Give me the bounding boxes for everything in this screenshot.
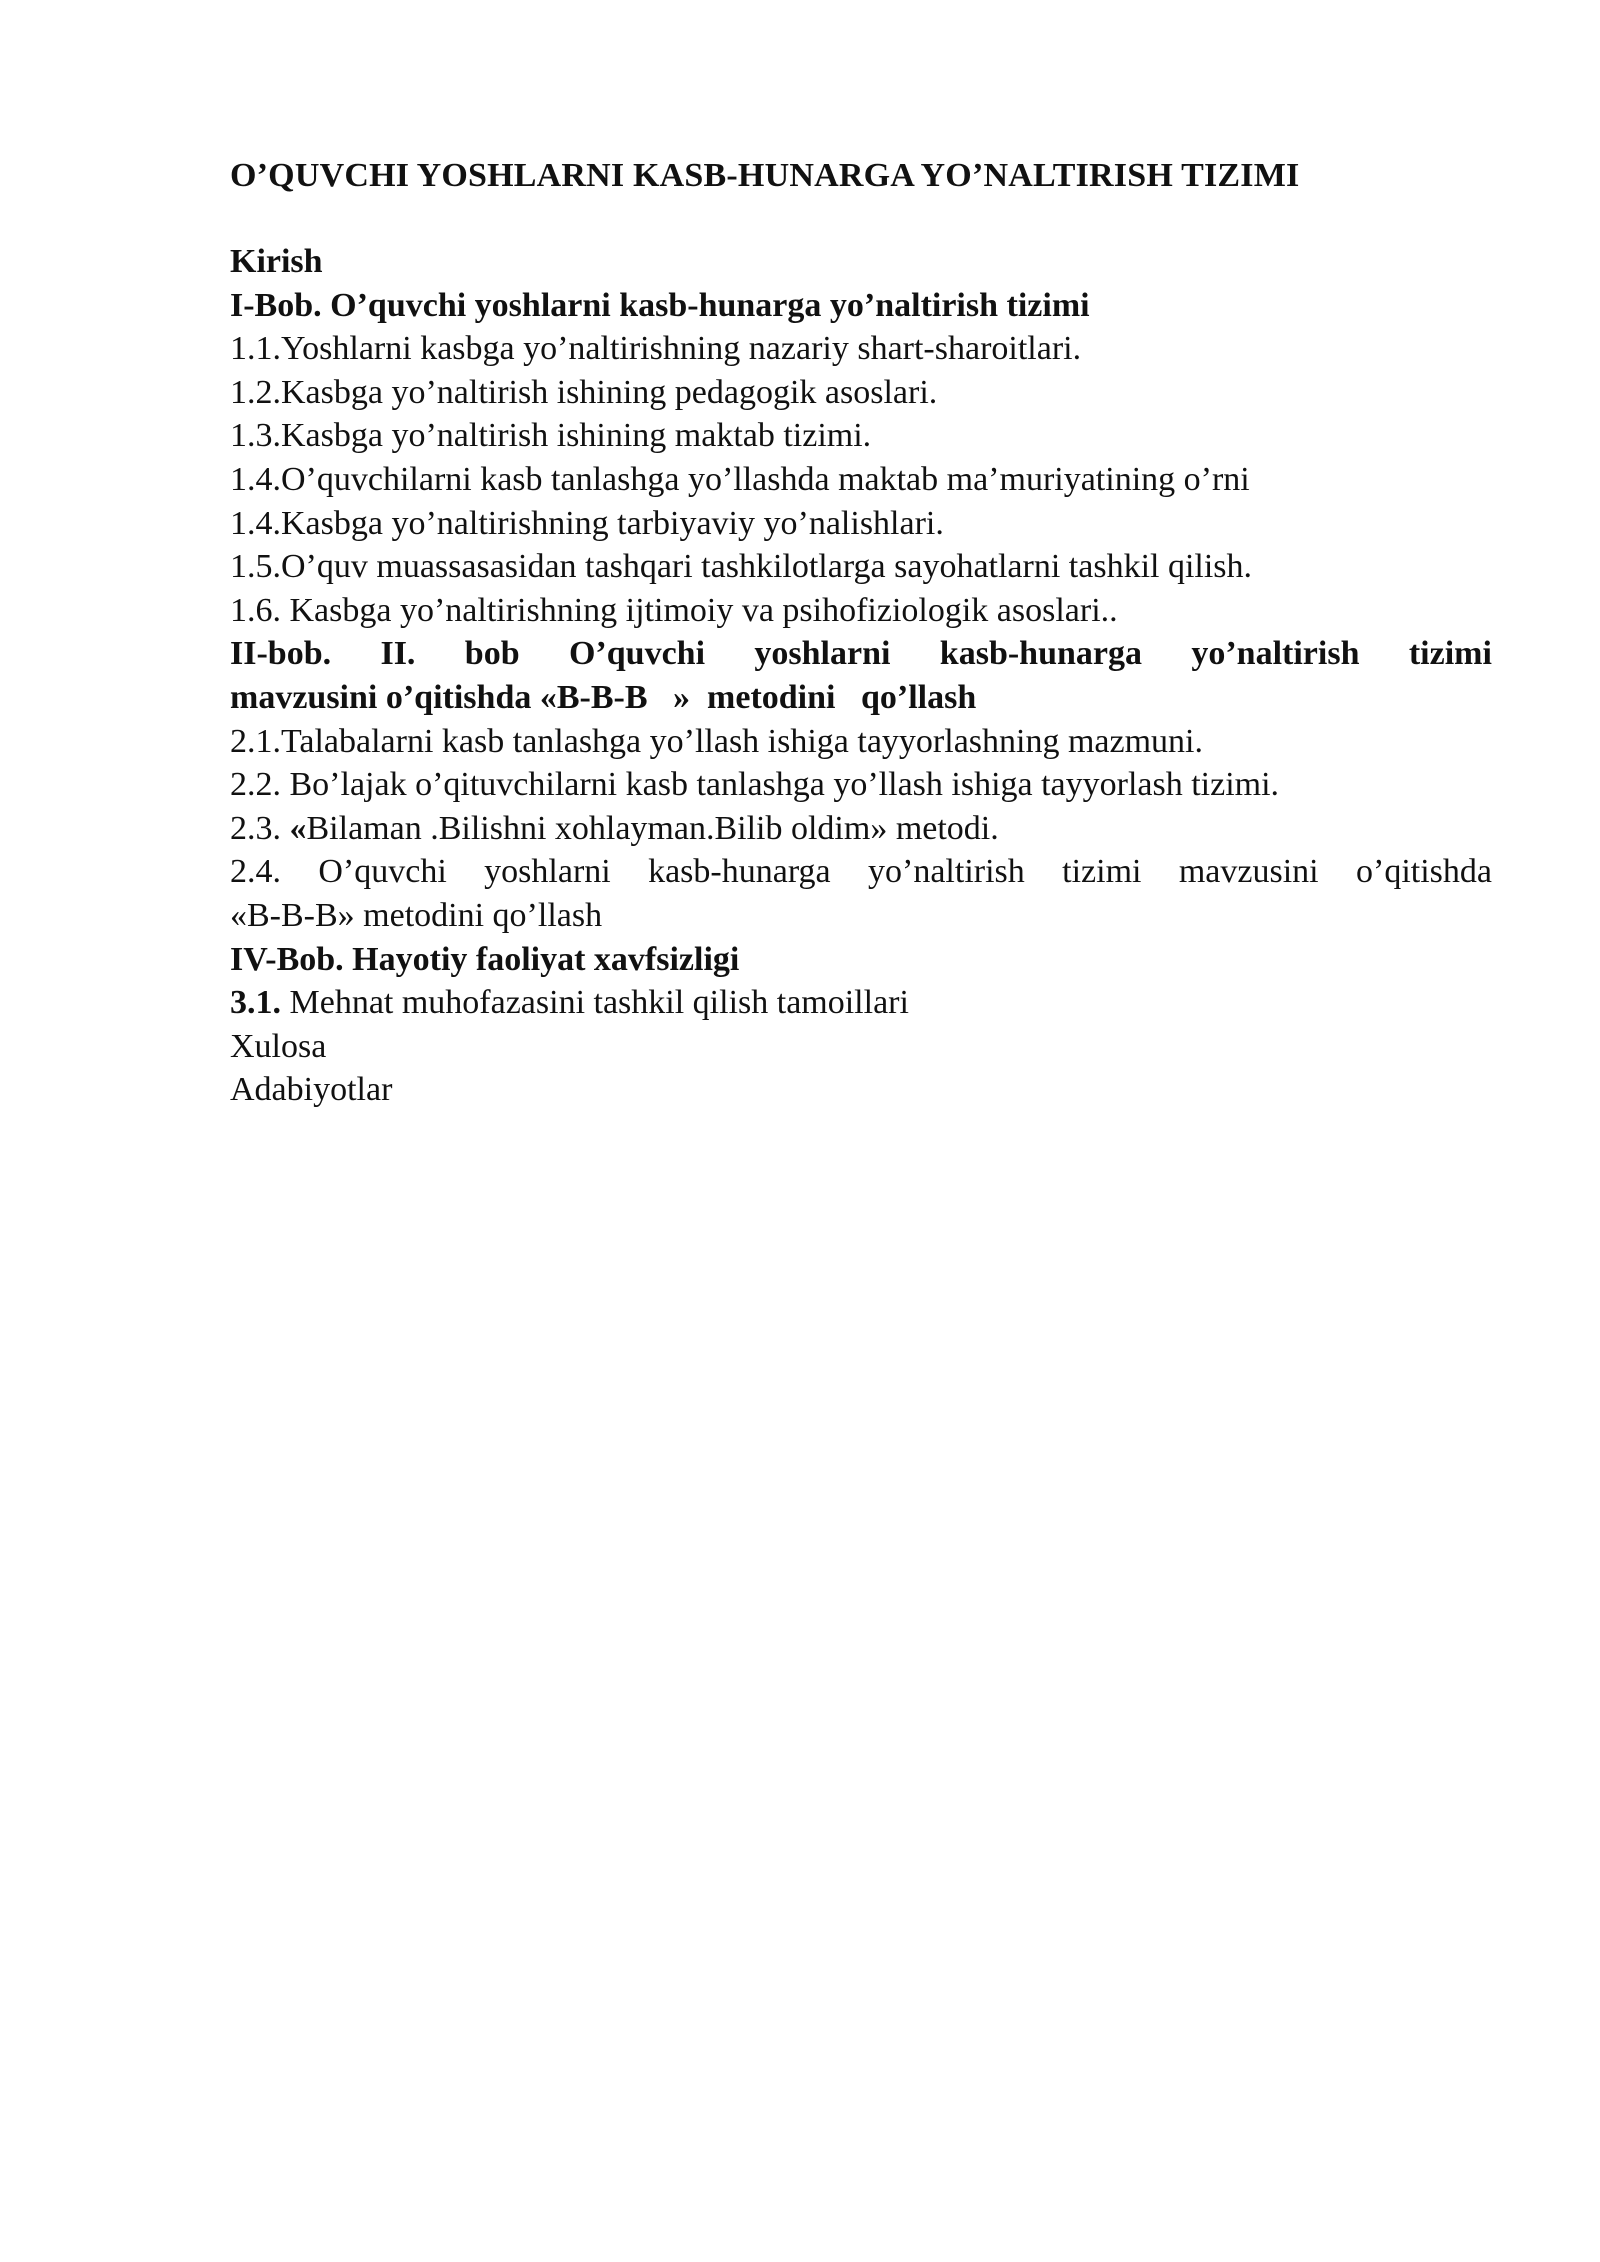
toc-conclusion: Xulosa xyxy=(230,1027,327,1065)
toc-chapter-2-line-1 xyxy=(230,632,1492,676)
toc-section-2-2: 2.2. Bo’lajak o’qituvchilarni kasb tanlashga yo’llash ishiga tayyorlash tizimi. xyxy=(230,766,1280,804)
toc-section-2-4-word: yoshlarni xyxy=(484,853,611,891)
toc-chapter-2-word: kasb-hunarga xyxy=(939,635,1142,673)
toc-section-1-2: 1.2.Kasbga yo’naltirish ishining pedagogik asoslari. xyxy=(230,373,938,411)
toc-section-1-4a: 1.4.O’quvchilarni kasb tanlashga yo’llashda maktab ma’muriyatining o’rni xyxy=(230,460,1250,498)
toc-chapter-1: I-Bob. O’quvchi yoshlarni kasb-hunarga yo’naltirish tizimi xyxy=(230,286,1090,324)
toc-section-2-4-line-2: «B-B-B» metodini qo’llash xyxy=(230,896,603,934)
toc-section-2-3-quote: « xyxy=(289,809,307,847)
table-of-contents xyxy=(230,240,1492,1112)
toc-chapter-2-line-2: mavzusini o’qitishda «B-B-B » metodini qo’llash xyxy=(230,678,977,716)
toc-chapter-2-word: bob xyxy=(464,635,520,673)
toc-section-1-4b: 1.4.Kasbga yo’naltirishning tarbiyaviy yo’nalishlari. xyxy=(230,504,944,542)
toc-chapter-2-word: O’quvchi xyxy=(568,635,706,673)
toc-section-2-3-number: 2.3. xyxy=(230,809,290,847)
toc-section-1-3: 1.3.Kasbga yo’naltirish ishining maktab tizimi. xyxy=(230,417,872,455)
toc-section-2-4-word: O’quvchi xyxy=(318,853,447,891)
toc-section-2-4-word: tizimi xyxy=(1062,853,1142,891)
toc-chapter-2-word: tizimi xyxy=(1408,635,1492,673)
toc-section-2-4-word: mavzusini xyxy=(1178,853,1319,891)
document-title: O’QUVCHI YOSHLARNI KASB-HUNARGA YO’NALTIRISH TIZIMI xyxy=(230,157,1300,194)
toc-section-1-1: 1.1.Yoshlarni kasbga yo’naltirishning nazariy shart-sharoitlari. xyxy=(230,330,1082,368)
toc-section-3-1-number: 3.1. xyxy=(230,984,281,1022)
toc-section-2-4-word: kasb-hunarga xyxy=(648,853,831,891)
toc-section-2-3-text: Bilaman .Bilishni xohlayman.Bilib oldim» metodi. xyxy=(306,809,999,847)
toc-section-1-6: 1.6. Kasbga yo’naltirishning ijtimoiy va psihofiziologik asoslari.. xyxy=(230,591,1118,629)
toc-chapter-2-word: II. xyxy=(380,635,416,673)
toc-section-2-4-word: o’qitishda xyxy=(1356,853,1492,891)
toc-section-3-1-text: Mehnat muhofazasini tashkil qilish tamoillari xyxy=(281,984,909,1022)
toc-chapter-2-word: yoshlarni xyxy=(754,635,891,673)
toc-chapter-2-word: yo’naltirish xyxy=(1191,635,1360,673)
toc-section-3-1 xyxy=(230,981,1492,1025)
toc-section-2-4-line-1 xyxy=(230,850,1492,894)
toc-chapter-2-word: II-bob. xyxy=(230,635,332,673)
toc-section-2-4-word: yo’naltirish xyxy=(868,853,1025,891)
toc-references: Adabiyotlar xyxy=(230,1071,393,1109)
toc-section-2-3 xyxy=(230,807,1492,851)
toc-section-2-1: 2.1.Talabalarni kasb tanlashga yo’llash ishiga tayyorlashning mazmuni. xyxy=(230,722,1203,760)
toc-section-2-4-word: 2.4. xyxy=(230,853,281,891)
toc-section-1-5: 1.5.O’quv muassasasidan tashqari tashkilotlarga sayohatlarni tashkil qilish. xyxy=(230,548,1253,586)
toc-chapter-4: IV-Bob. Hayotiy faoliyat xavfsizligi xyxy=(230,940,740,978)
toc-intro: Kirish xyxy=(230,243,323,280)
